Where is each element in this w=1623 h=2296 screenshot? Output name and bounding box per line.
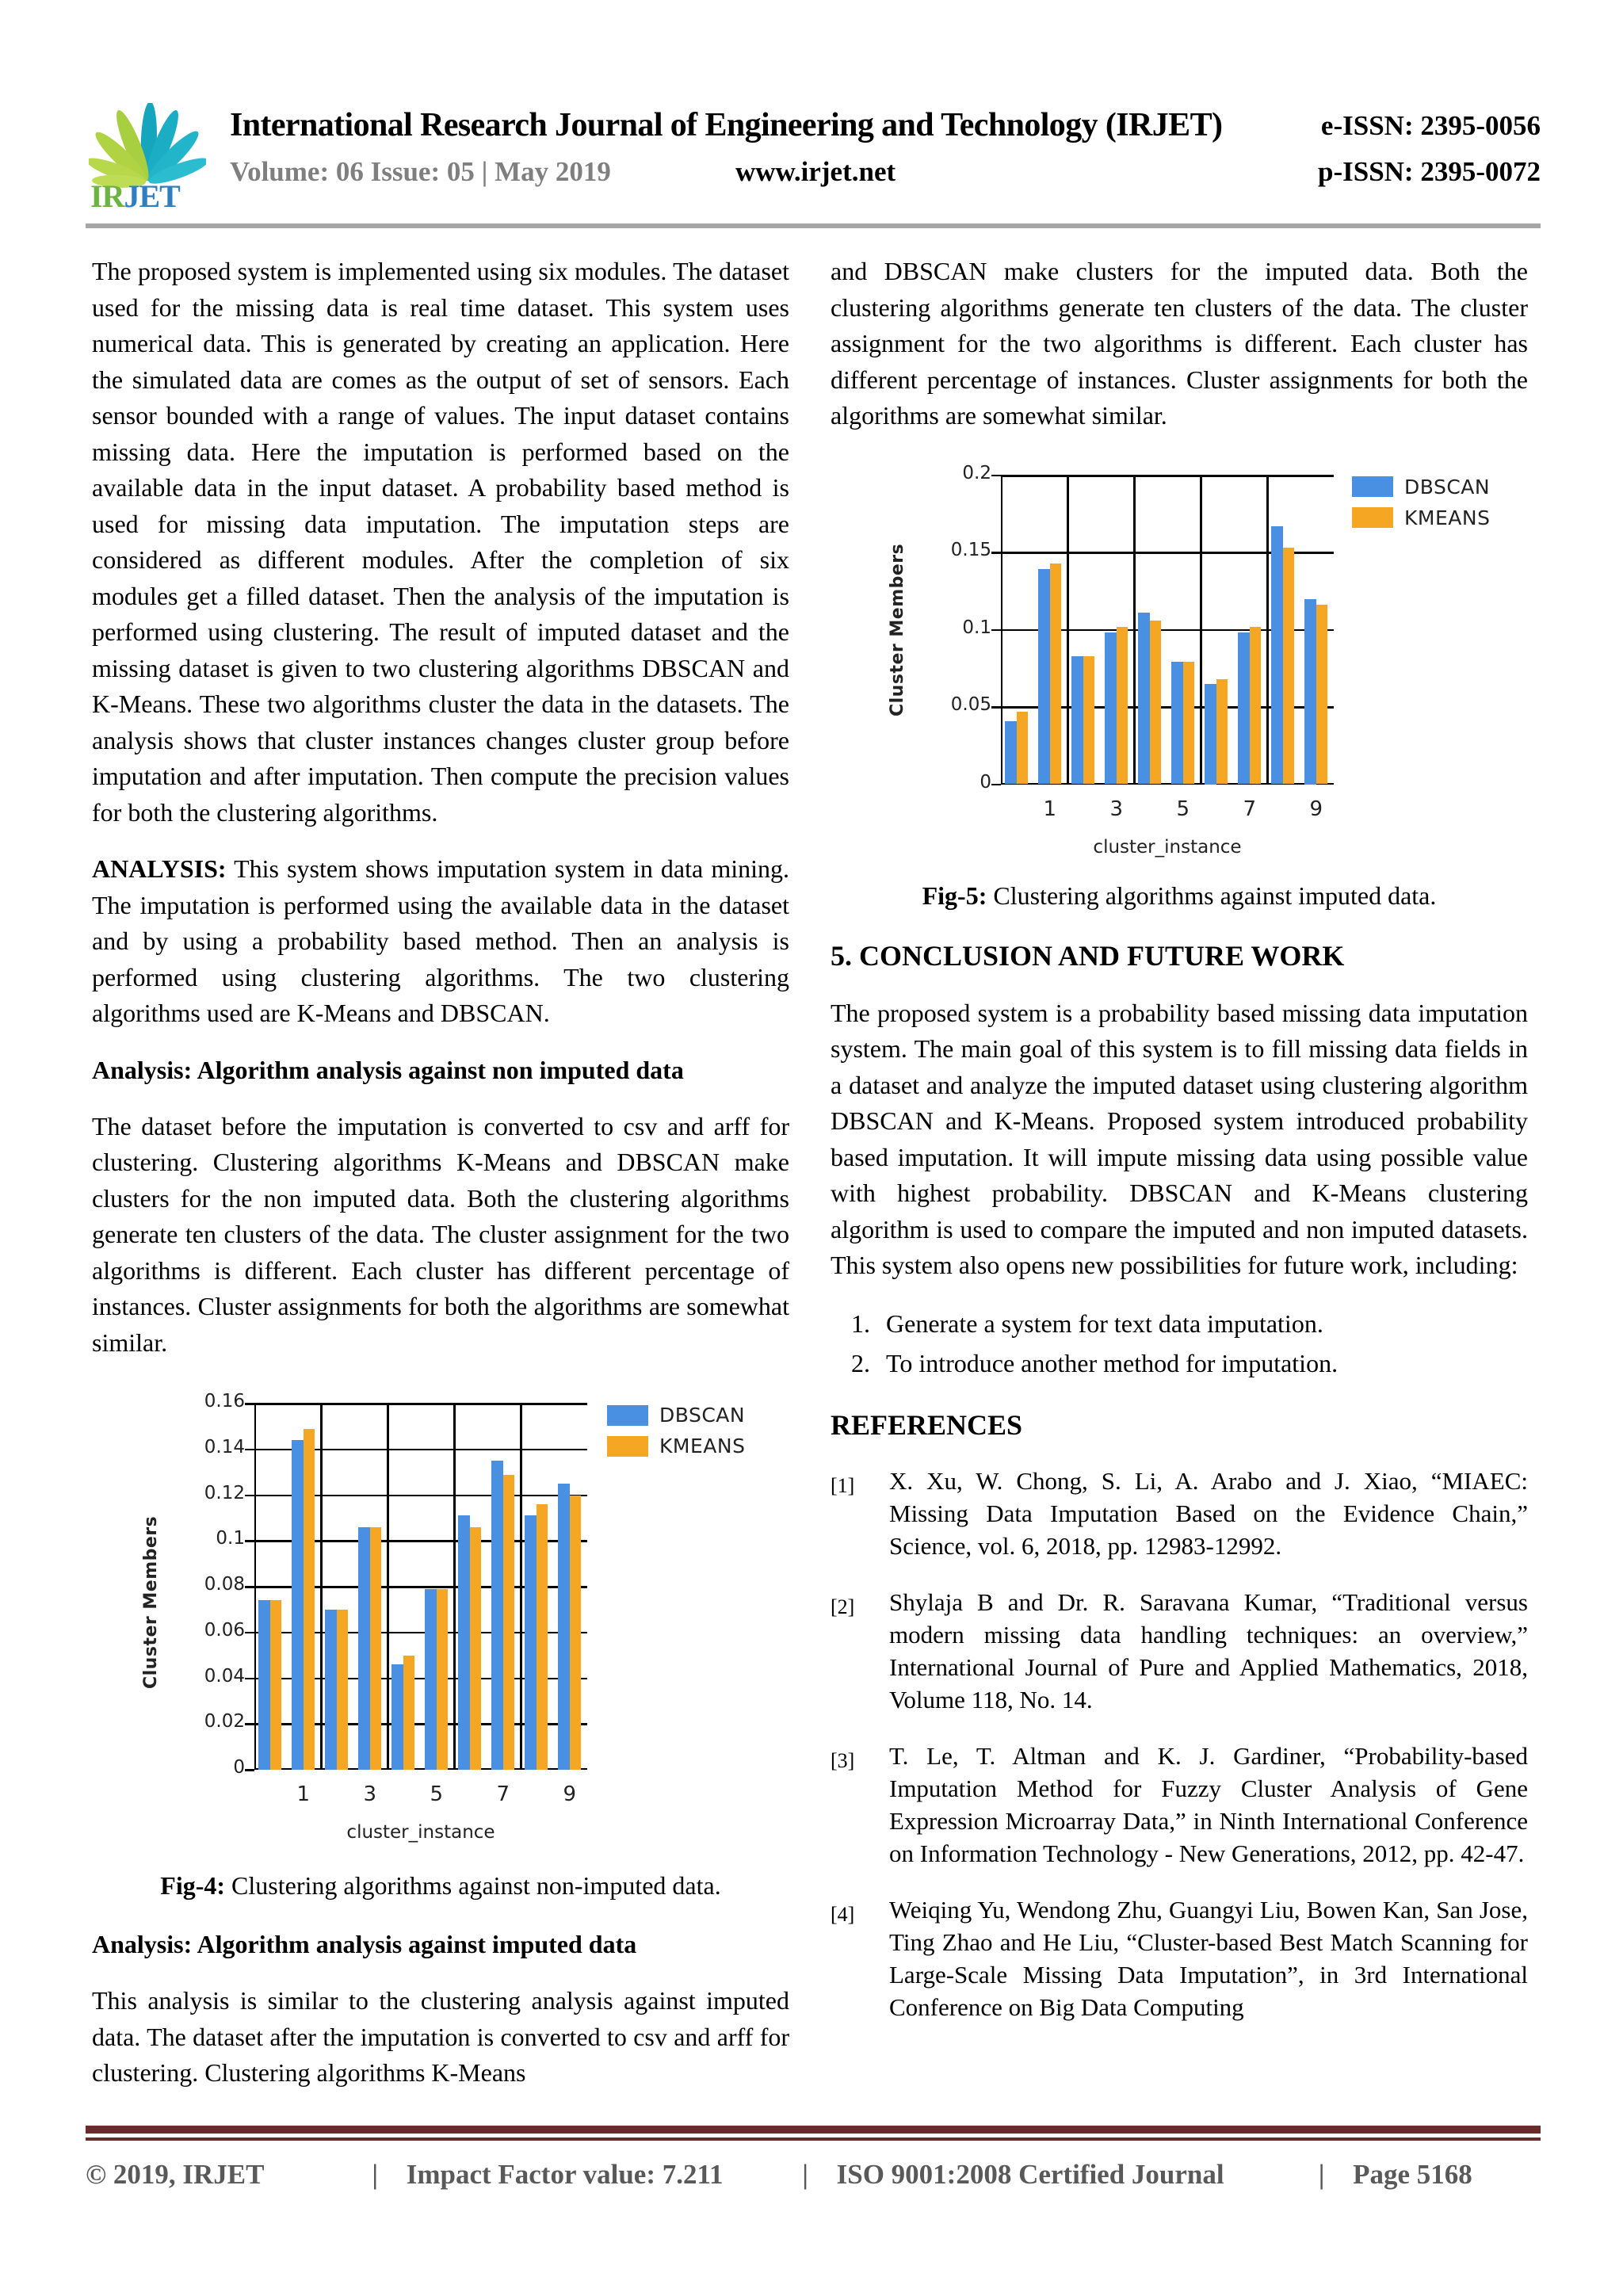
bar-kmeans xyxy=(370,1527,381,1770)
bar-kmeans xyxy=(403,1656,414,1770)
y-axis-tick-label: 0.02 xyxy=(204,1711,245,1733)
x-axis-label: cluster_instance xyxy=(1093,836,1242,858)
bar-kmeans xyxy=(1017,712,1028,785)
paragraph-conclusion: The proposed system is a probability based missing data imputation system. The main goal of this system is to fill missing data fields in a dataset and analyze the imputed dataset using clustering algorithm DBSCAN and K-Means. Proposed system introduced probability based imputation. It will impute missing data using possible value with highest probability. DBSCAN and K-Means clustering algorithm is used to compare the imputed and non imputed datasets. This system also opens new possibilities for future work, including: xyxy=(831,998,1528,1279)
fig5-caption-text: Clustering algorithms against imputed data. xyxy=(987,881,1437,910)
page-header xyxy=(86,101,1541,220)
paragraph-proposed-system: The proposed system is implemented using six modules. The dataset used for the missing data is real time dataset. This system uses numerical data. This is generated by creating an application. Here the simulated data are comes as the output of set of sensors. Each sensor bounded with a range of values. The input dataset contains missing data. Here the imputation is performed based on the available data in the input dataset. A probability based method is used for missing data imputation. The imputation steps are considered as different modules. After the completion of six modules get a filled dataset. Then the analysis of the imputation is performed using clustering. The result of imputed dataset and the missing dataset is given to two clustering algorithms DBSCAN and K-Means. These two algorithms cluster the data in the datasets. The analysis shows that cluster instances changes cluster group before imputation and after imputation. Then compute the precision values for both the clustering algorithms. xyxy=(92,257,789,827)
reference-item xyxy=(831,1586,1528,1716)
y-axis-label: Cluster Members xyxy=(888,543,907,716)
bar-kmeans xyxy=(337,1610,348,1770)
heading-non-imputed-analysis: Analysis: Algorithm analysis against non imputed data xyxy=(92,1055,684,1084)
footer-separator: | xyxy=(372,2159,379,2190)
y-tick-mark xyxy=(245,1769,254,1771)
y-axis-tick-label: 0.04 xyxy=(204,1665,245,1687)
footer-copyright: © 2019, IRJET xyxy=(86,2159,265,2190)
x-axis-tick-label: 9 xyxy=(563,1782,576,1806)
header-divider xyxy=(86,223,1541,228)
bar-kmeans xyxy=(1250,627,1261,785)
x-axis-tick-label: 7 xyxy=(496,1782,510,1806)
y-axis-tick-label: 0 xyxy=(233,1757,245,1778)
y-axis-tick-label: 0.08 xyxy=(204,1574,245,1595)
legend-swatch-kmeans xyxy=(607,1436,648,1457)
fig5-caption xyxy=(831,878,1528,913)
fig4-caption-text: Clustering algorithms against non-imputed data. xyxy=(225,1871,721,1900)
journal-website: www.irjet.net xyxy=(735,156,896,187)
chart-legend xyxy=(607,1404,745,1465)
legend-label-kmeans: KMEANS xyxy=(659,1435,746,1457)
y-tick-mark xyxy=(991,784,1001,786)
y-axis-tick-label: 0.16 xyxy=(204,1391,245,1412)
gridline-vertical xyxy=(1067,476,1069,785)
y-tick-mark xyxy=(245,1540,254,1542)
y-tick-mark xyxy=(991,629,1001,632)
future-work-list xyxy=(831,1305,1528,1382)
y-axis-tick-label: 0.12 xyxy=(204,1482,245,1503)
e-issn: e-ISSN: 2395-0056 xyxy=(1320,110,1541,141)
logo-jet-text: JET xyxy=(124,178,180,214)
reference-text: Shylaja B and Dr. R. Saravana Kumar, “Traditional versus modern missing data handling techniques: an overview,” International Journal of Pure and Applied Mathematics, 2018, Volume 118, No. 14. xyxy=(889,1587,1528,1713)
legend-swatch-kmeans xyxy=(1352,507,1393,528)
bar-dbscan xyxy=(558,1484,569,1770)
y-tick-mark xyxy=(245,1723,254,1725)
legend-label-dbscan: DBSCAN xyxy=(659,1404,746,1427)
y-axis-tick-label: 0.05 xyxy=(950,694,991,715)
footer-page-number: Page 5168 xyxy=(1353,2159,1472,2190)
gridline-vertical xyxy=(387,1404,389,1770)
right-column xyxy=(831,254,1528,2047)
journal-title: International Research Journal of Engineering and Technology (IRJET) xyxy=(230,107,1223,143)
legend-entry-dbscan xyxy=(1352,476,1490,499)
legend-entry-kmeans xyxy=(607,1435,745,1457)
list-item: 1. Generate a system for text data imputation. xyxy=(876,1305,1528,1343)
y-tick-mark xyxy=(245,1449,254,1451)
reference-item xyxy=(831,1465,1528,1562)
page-footer xyxy=(86,2151,1541,2199)
y-tick-mark xyxy=(245,1495,254,1497)
bar-kmeans xyxy=(304,1429,315,1770)
y-tick-mark xyxy=(245,1678,254,1680)
bar-dbscan xyxy=(358,1527,369,1770)
x-axis-tick-label: 1 xyxy=(1043,797,1056,821)
gridline-vertical xyxy=(520,1404,522,1770)
x-axis-tick-label: 3 xyxy=(1109,797,1123,821)
y-tick-mark xyxy=(245,1403,254,1405)
bar-kmeans xyxy=(1083,656,1094,785)
legend-entry-dbscan xyxy=(607,1404,745,1427)
y-axis-tick-label: 0.1 xyxy=(962,617,991,638)
figure-5 xyxy=(831,455,1528,867)
bar-dbscan xyxy=(1038,569,1049,784)
gridline-vertical xyxy=(1200,476,1202,785)
gridline-vertical xyxy=(1133,476,1136,785)
footer-separator: | xyxy=(802,2159,808,2190)
x-axis-tick-label: 9 xyxy=(1309,797,1323,821)
reference-number: [2] xyxy=(831,1595,855,1618)
bar-dbscan xyxy=(391,1664,403,1770)
bar-kmeans xyxy=(1183,662,1194,784)
y-axis-tick-label: 0.1 xyxy=(216,1528,245,1549)
irjet-logo xyxy=(86,103,206,214)
bar-kmeans xyxy=(1050,563,1061,785)
list-item: 2. To introduce another method for imputation. xyxy=(876,1344,1528,1382)
reference-text: X. Xu, W. Chong, S. Li, A. Arabo and J. Xiao, “MIAEC: Missing Data Imputation Based on the Evidence Chain,” Science, vol. 6, 2018, pp. 12983-12992. xyxy=(889,1466,1528,1560)
legend-label-dbscan: DBSCAN xyxy=(1404,475,1491,499)
y-axis-tick-label: 0 xyxy=(980,771,991,793)
bar-kmeans xyxy=(1150,621,1161,785)
chart-legend xyxy=(1352,476,1490,537)
bar-kmeans xyxy=(270,1600,281,1770)
bar-kmeans xyxy=(503,1475,514,1770)
y-tick-mark xyxy=(991,475,1001,477)
legend-label-kmeans: KMEANS xyxy=(1404,506,1491,529)
left-column xyxy=(92,254,789,2092)
paragraph-imputed: This analysis is similar to the clustering analysis against imputed data. The dataset after the imputation is converted to csv and arff for clustering. Clustering algorithms K-Means xyxy=(92,1986,789,2087)
bar-dbscan xyxy=(1005,721,1016,785)
gridline-vertical xyxy=(453,1404,456,1770)
reference-item xyxy=(831,1740,1528,1870)
reference-number: [1] xyxy=(831,1473,855,1497)
figure-4 xyxy=(92,1381,789,1857)
x-axis-tick-label: 5 xyxy=(1176,797,1190,821)
fig5-caption-label: Fig-5: xyxy=(922,881,987,910)
y-tick-mark xyxy=(991,552,1001,554)
footer-impact-factor: Impact Factor value: 7.211 xyxy=(406,2159,724,2190)
y-tick-mark xyxy=(991,706,1001,709)
bar-dbscan xyxy=(458,1515,469,1770)
footer-divider-bottom xyxy=(86,2137,1541,2141)
logo-ir-text: IR xyxy=(90,178,124,214)
y-axis-tick-label: 0.2 xyxy=(962,462,991,483)
x-axis-tick-label: 5 xyxy=(430,1782,443,1806)
x-axis-tick-label: 1 xyxy=(296,1782,310,1806)
bar-dbscan xyxy=(292,1440,303,1770)
bar-dbscan xyxy=(525,1515,536,1770)
reference-text: Weiqing Yu, Wendong Zhu, Guangyi Liu, Bowen Kan, San Jose, Ting Zhao and He Liu, “Cluster-based Best Match Scanning for Large-Scale Missing Data Imputation”, in 3rd International Conference on Big Data Computing xyxy=(889,1895,1528,2021)
bar-kmeans xyxy=(537,1504,548,1770)
bar-kmeans xyxy=(470,1527,481,1770)
paragraph-non-imputed: The dataset before the imputation is converted to csv and arff for clustering. Clustering algorithms K-Means and DBSCAN make clusters for the non imputed data. Both the clustering algorithms generate ten clusters of the data. The cluster assignment for the two algorithms is different. Each cluster has different percentage of instances. Cluster assignments for both the algorithms are somewhat similar. xyxy=(92,1111,789,1357)
fig4-caption-label: Fig-4: xyxy=(160,1871,226,1900)
gridline-vertical xyxy=(1266,476,1269,785)
bar-dbscan xyxy=(325,1610,336,1770)
bar-dbscan xyxy=(258,1600,269,1770)
legend-swatch-dbscan xyxy=(1352,476,1393,497)
x-axis-label: cluster_instance xyxy=(346,1822,495,1843)
y-axis-tick-label: 0.14 xyxy=(204,1436,245,1457)
bar-kmeans xyxy=(437,1589,448,1770)
bar-dbscan xyxy=(1238,632,1249,784)
bar-dbscan xyxy=(1105,632,1116,784)
bar-dbscan xyxy=(1205,684,1216,785)
p-issn: p-ISSN: 2395-0072 xyxy=(1317,156,1541,187)
paragraph-analysis xyxy=(92,851,789,1032)
footer-divider-top xyxy=(86,2126,1541,2134)
legend-entry-kmeans xyxy=(1352,506,1490,529)
y-tick-mark xyxy=(245,1632,254,1634)
reference-item xyxy=(831,1893,1528,2023)
bar-dbscan xyxy=(1071,656,1083,785)
paragraph-imputed-continued: and DBSCAN make clusters for the imputed data. Both the clustering algorithms generate ten clusters of the data. The cluster assignment for the two algorithms is different. Each cluster has different percentage of instances. Cluster assignments for both the algorithms are somewhat similar. xyxy=(831,257,1528,430)
y-axis-tick-label: 0.15 xyxy=(950,540,991,560)
reference-number: [4] xyxy=(831,1902,855,1926)
heading-conclusion: 5. CONCLUSION AND FUTURE WORK xyxy=(831,939,1345,972)
bar-dbscan xyxy=(425,1589,436,1770)
bar-dbscan xyxy=(1138,613,1149,784)
analysis-text: This system shows imputation system in data mining. The imputation is performed using the available data in the dataset and by using a probability based method. Then an analysis is performed using clustering algorithms. The two clustering algorithms used are K-Means and DBSCAN. xyxy=(92,854,789,1027)
y-axis-label: Cluster Members xyxy=(141,1516,161,1690)
legend-swatch-dbscan xyxy=(607,1405,648,1426)
footer-iso-certification: ISO 9001:2008 Certified Journal xyxy=(836,2159,1224,2190)
bar-dbscan xyxy=(1171,662,1182,784)
x-axis-tick-label: 3 xyxy=(363,1782,376,1806)
gridline-horizontal xyxy=(254,1403,587,1405)
heading-references: REFERENCES xyxy=(831,1408,1023,1441)
reference-text: T. Le, T. Altman and K. J. Gardiner, “Probability-based Imputation Method for Fuzzy Cluster Analysis of Gene Expression Microarray Data,” in Ninth International Conference on Information Technology - New Generations, 2012, pp. 42-47. xyxy=(889,1741,1528,1867)
chart-fig4 xyxy=(92,1381,789,1857)
logo-fan-icon xyxy=(89,103,206,189)
bar-kmeans xyxy=(1216,679,1228,785)
bar-kmeans xyxy=(1283,548,1294,784)
bar-dbscan xyxy=(491,1461,502,1770)
reference-number: [3] xyxy=(831,1748,855,1772)
y-tick-mark xyxy=(245,1586,254,1588)
bar-dbscan xyxy=(1271,526,1282,785)
bar-kmeans xyxy=(1316,605,1327,784)
gridline-vertical xyxy=(320,1404,323,1770)
heading-imputed-analysis: Analysis: Algorithm analysis against imputed data xyxy=(92,1930,637,1958)
bar-kmeans xyxy=(570,1496,581,1771)
y-axis-tick-label: 0.06 xyxy=(204,1619,245,1641)
gridline-horizontal xyxy=(1001,475,1334,477)
logo-wordmark xyxy=(90,179,180,214)
chart-fig5 xyxy=(831,455,1528,867)
fig4-caption xyxy=(92,1868,789,1903)
x-axis-tick-label: 7 xyxy=(1243,797,1256,821)
analysis-label: ANALYSIS: xyxy=(92,854,227,883)
bar-kmeans xyxy=(1117,627,1128,785)
bar-dbscan xyxy=(1304,599,1316,785)
volume-issue: Volume: 06 Issue: 05 | May 2019 xyxy=(230,156,611,187)
footer-separator: | xyxy=(1318,2159,1325,2190)
